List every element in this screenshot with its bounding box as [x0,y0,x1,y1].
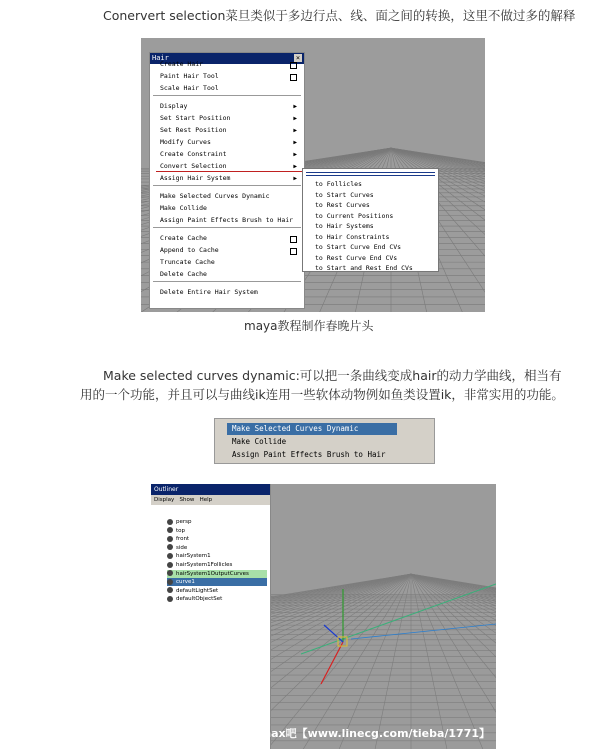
hair-menu-item-label: Set Rest Position [160,126,227,134]
outliner-row-label: curve1 [176,579,195,586]
hair-menu-item[interactable] [160,173,300,184]
set-icon [167,587,173,593]
convert-submenu-item[interactable]: to Rest Curve End CVs [315,253,398,262]
hair-menu [149,52,305,309]
outliner-row-label: defaultObjectSet [176,596,223,603]
outliner-panel [151,484,271,749]
hair-icon [167,579,173,585]
hair-menu-item-label: Create Hair [160,60,204,68]
hair-menu-item[interactable] [160,113,300,124]
menu-divider [153,227,301,228]
submenu-arrow-icon: ▶ [293,175,297,182]
outliner-row[interactable] [167,518,192,526]
hair-menu-item[interactable] [160,161,300,172]
highlight-underline [156,171,304,172]
outliner-row-label: hairSystem1 [176,553,211,560]
menu-divider [153,185,301,186]
set-icon [167,596,173,602]
make-selected-curves-dynamic-item[interactable]: Make Selected Curves Dynamic [232,424,359,433]
intro-text: Conervert selection菜旦类似于多边行点、线、面之间的转换，这里不做过多的解释 [103,8,576,23]
option-box-icon[interactable] [290,248,297,255]
convert-submenu-item[interactable]: to Start Curves [315,190,374,199]
hair-menu-item-label: Make Collide [160,204,207,212]
close-icon[interactable]: × [295,54,301,62]
submenu-arrow-icon: ▶ [293,115,297,122]
convert-submenu-item[interactable]: to Hair Systems [315,222,374,230]
option-box-icon[interactable] [290,236,297,243]
hair-icon [167,570,173,576]
submenu-arrow-icon: ▶ [293,103,297,110]
menu-divider [153,281,301,282]
menu-display[interactable]: Display [154,497,175,503]
hair-menu-item[interactable] [160,83,300,94]
para2-line2: 用的一个功能，并且可以与曲线ik连用一些软体动物例如鱼类设置ik，非常实用的功能。 [80,387,564,402]
hair-menu-item-label: Append to Cache [160,246,219,254]
hair-menu-item-label: Set Start Position [160,114,231,122]
hair-menu-item[interactable] [160,149,300,160]
hair-menu-item-label: Delete Cache [160,270,207,278]
hair-menu-item[interactable] [160,245,300,256]
camera-icon [167,544,173,550]
para2-line1: Make selected curves dynamic:可以把一条曲线变成hair的动力学曲线，相当有 [103,368,562,383]
option-box-icon[interactable] [290,62,297,69]
outliner-row-label: persp [176,519,192,525]
caption-1: maya教程制作春晚片头 [244,319,374,333]
hair-menu-item-label: Convert Selection [160,162,227,170]
outliner-row[interactable] [167,578,267,586]
submenu-arrow-icon: ▶ [293,127,297,134]
convert-submenu-item[interactable]: to Current Positions [315,211,394,220]
hair-menu-item[interactable] [160,203,300,214]
outliner-row[interactable] [167,595,222,603]
hair-menu-item[interactable] [160,125,300,136]
camera-icon [167,536,173,542]
hair-menu-item[interactable] [160,191,300,202]
outliner-row[interactable] [167,552,211,560]
hair-menu-item[interactable] [160,233,300,244]
outliner-row-label: top [176,527,186,534]
assign-paint-effects-item[interactable]: Assign Paint Effects Brush to Hair [232,450,386,459]
outliner-row[interactable] [167,544,187,552]
hair-menu-item[interactable] [160,215,300,226]
hair-menu-item[interactable] [160,257,300,268]
dynamic-menu-screenshot [214,418,435,464]
hair-menu-item[interactable] [160,101,300,112]
hair-icon [167,553,173,559]
blue-line [351,624,496,639]
outliner-row-label: side [176,544,188,551]
hair-menu-item[interactable] [160,59,300,70]
gizmo-x-axis [321,642,343,684]
outliner-row-label: hairSystem1OutputCurves [176,570,249,577]
outliner-row[interactable] [167,570,267,578]
option-box-icon[interactable] [290,74,297,81]
outliner-screenshot [151,484,496,749]
tearoff-line[interactable] [306,175,435,176]
convert-selection-submenu [302,168,439,272]
hair-menu-item[interactable] [160,137,300,148]
outliner-row[interactable] [167,561,232,569]
hair-menu-item[interactable] [160,269,300,280]
hair-menu-item-label: Assign Hair System [160,174,231,182]
tearoff-line[interactable] [306,172,435,173]
watermark: 3Dmax吧【www.linecg.com/tieba/1771】 [242,727,490,740]
outliner-menu-bar [151,495,270,505]
camera-icon [167,527,173,533]
outliner-row-label: defaultLightSet [176,587,219,594]
make-collide-item[interactable]: Make Collide [232,437,287,446]
convert-submenu-item[interactable]: to Start and Rest End CVs [315,264,413,272]
submenu-arrow-icon: ▶ [293,139,297,146]
gizmo-z-axis [324,625,343,642]
menu-show[interactable]: Show [179,497,195,503]
outliner-row[interactable] [167,587,218,595]
hair-menu-title: Hair [152,54,169,62]
outliner-row-label: hairSystem1Follicles [176,562,233,568]
hair-menu-item-label: Create Constraint [160,150,227,158]
convert-submenu-item[interactable]: to Rest Curves [315,201,370,209]
hair-menu-item-label: Make Selected Curves Dynamic [160,192,270,200]
menu-divider [153,95,301,96]
submenu-arrow-icon: ▶ [293,151,297,158]
hair-menu-item-label: Create Cache [160,234,207,242]
outliner-row-label: front [176,536,190,543]
hair-icon [167,562,173,568]
menu-help[interactable]: Help [199,497,213,503]
convert-submenu-item[interactable]: to Hair Constraints [315,232,390,241]
outliner-title: Outliner [151,484,270,495]
hair-menu-item[interactable] [160,71,300,82]
submenu-arrow-icon: ▶ [293,163,297,170]
hair-menu-item-label: Truncate Cache [160,258,215,266]
convert-submenu-item[interactable]: to Follicles [315,180,362,188]
convert-submenu-item[interactable]: to Start Curve End CVs [315,243,402,251]
hair-menu-item-label: Paint Hair Tool [160,72,219,80]
hair-menu-item-label: Delete Entire Hair System [160,288,258,296]
hair-menu-item[interactable] [160,287,300,298]
outliner-row[interactable] [167,535,189,543]
camera-icon [167,519,173,525]
hair-menu-item-label: Display [160,102,188,110]
hair-menu-screenshot [141,38,485,312]
hair-menu-item-label: Scale Hair Tool [160,84,219,92]
outliner-row[interactable] [167,527,185,535]
hair-menu-item-label: Modify Curves [160,138,211,146]
hair-menu-item-label: Assign Paint Effects Brush to Hair [160,216,294,224]
